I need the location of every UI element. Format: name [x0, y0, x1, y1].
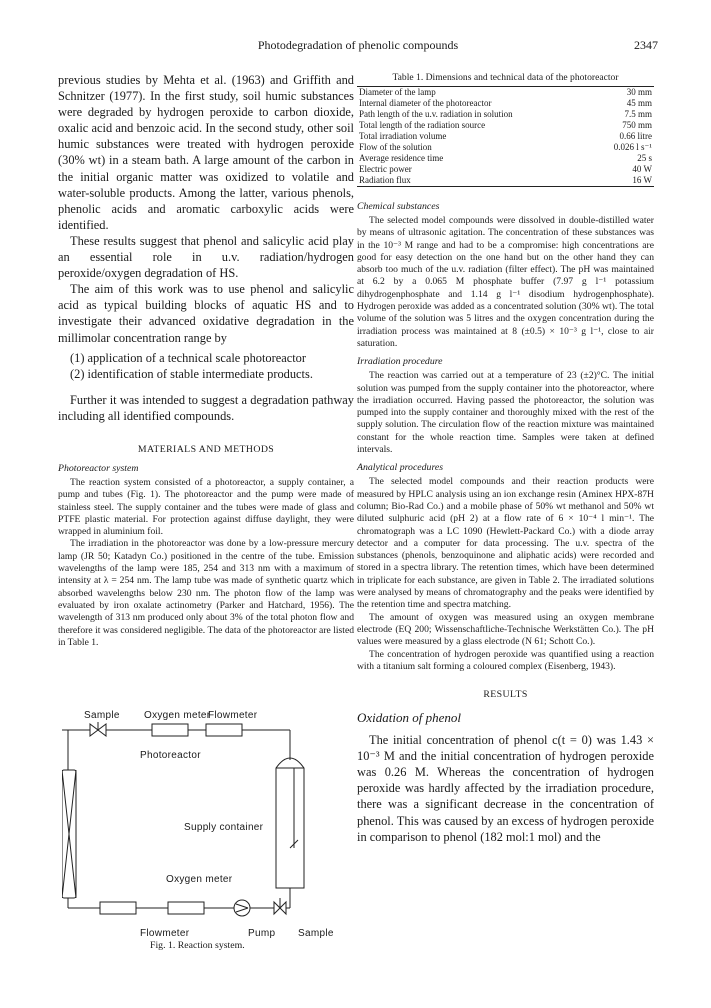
table-cell-value: 0.66 litre	[619, 131, 652, 141]
paragraph-irradiation: The irradiation in the photoreactor was done by a low-pressure mercury lamp (JR 50; Katadyn Co.) positioned in the centre of the tube. Emission wavelengths of the lamp were 185, 254 and 313 nm with a maximum of intensity at λ = 254 nm. The lamp tube was made of synthetic quartz which absorbed wavelengths below 230 nm. The photon flow of the lamp was evaluated by iron oxalate actinometry (Parker and Hatchard, 1956). The wavelength of 313 nm produced only about 3% of the total photon flow and therefore it was considered negligible. The data of the photoreactor are listed in Table 1.	[58, 538, 354, 648]
label-sample-bottom: Sample	[298, 928, 334, 939]
table-cell-value: 16 W	[591, 175, 654, 187]
aim-list-item-2: (2) identification of stable intermediate products.	[70, 366, 313, 381]
aim-list-item-1: (1) application of a technical scale photoreactor	[70, 350, 306, 365]
table-cell-parameter: Average residence time	[359, 153, 444, 163]
paragraph-chemical-substances: The selected model compounds were dissolved in double-distilled water by means of ultrasonic agitation. The concentration of these substances was in the 10⁻³ M range and had to be a compromise: high concentrations are good for easy detection on the one hand but on the other hand they can absorb too much of the u.v. radiation (filter effect). The pH was maintained at 6.2 by a 0.065 M phosphate buffer (7.97 g l⁻¹ potassium dihydrogenphosphate and 1.14 g l⁻¹ disodium hydrogenphosphate). Hydrogen peroxide was added as a concentrated solution (30% wt). The total volume of the solution was 5 litres and the oxygen concentration during the irradiation process was maintained at 8 (±0.5) × 10⁻³ g l⁻¹, close to air saturation.	[357, 215, 654, 349]
paragraph-analytical-oxygen: The amount of oxygen was measured using an oxygen membrane electrode (EQ 200; Wissenschaftliche-Technische Werkstätten Co.). The pH values were measured by a glass electrode (N 61; Schott Co.).	[357, 611, 654, 648]
paragraph-prior-studies: previous studies by Mehta et al. (1963) and Griffith and Schnitzer (1977). In the first study, soil humic substances were degraded by hydrogen peroxide to carbon dioxide, oxalic acid and benzoic acid. In the second study, other soil humic substances were treated with hydrogen peroxide (30% wt) in a steam bath. A large amount of the carbon in the initial organic matter was oxidized to volatile and water-soluble products. Among the latter, various phenols, phenolic acids and aromatic carboxylic acids were identified.	[58, 73, 354, 232]
table-cell-parameter: Electric power	[359, 164, 412, 174]
running-header	[58, 38, 658, 54]
paragraph-analytical-peroxide: The concentration of hydrogen peroxide was quantified using a reaction with a titanium salt forming a coloured complex (Eisenberg, 1943).	[357, 648, 654, 672]
table-row	[357, 175, 654, 187]
table-cell-value: 30 mm	[591, 87, 654, 99]
figure-caption: Fig. 1. Reaction system.	[150, 940, 245, 951]
materials-methods-heading: MATERIALS AND METHODS	[137, 443, 275, 455]
reaction-system-diagram	[62, 708, 342, 923]
label-photoreactor: Photoreactor	[140, 750, 201, 761]
left-column	[58, 72, 354, 649]
oxygen-meter-top-box	[152, 724, 188, 736]
table-cell-parameter: Total length of the radiation source	[359, 120, 486, 130]
table-cell-parameter: Path length of the u.v. radiation in solution	[359, 109, 513, 119]
table-cell-value: 45 mm	[626, 98, 652, 108]
label-supply-container: Supply container	[184, 822, 264, 833]
paragraph-oxidation-of-phenol: The initial concentration of phenol c(t = 0) was 1.43 × 10⁻³ M and the initial concentration of hydrogen peroxide was 0.26 M. Whereas the concentration of hydrogen peroxide was hardly affected by the irradiation procedure, there was a significant decrease in the concentration of phenol. This was caused by an excess of hydrogen peroxide in comparison to phenol (182 mol:1 mol) and the	[357, 733, 654, 844]
table-cell-parameter: Radiation flux	[357, 175, 591, 187]
label-flowmeter-bottom: Flowmeter	[140, 928, 190, 939]
table-cell-value: 7.5 mm	[624, 109, 652, 119]
table-cell-value: 25 s	[637, 153, 652, 163]
table-row	[357, 142, 654, 153]
results-heading: RESULTS	[483, 689, 528, 701]
flowmeter-top-box	[206, 724, 242, 736]
table-row	[357, 153, 654, 164]
table-cell-value: 0.026 l s⁻¹	[613, 142, 652, 152]
analytical-procedures-heading: Analytical procedures	[357, 462, 444, 474]
table-row	[357, 109, 654, 120]
label-sample-top: Sample	[84, 710, 120, 721]
paragraph-reaction-system: The reaction system consisted of a photoreactor, a supply container, a pump and tubes (Fig. 1). The photoreactor and the pump were made of stainless steel. The supply container and the tubes were made of glass and PTFE plastic material. For protection against diffuse daylight, they were wrapped in aluminium foil.	[58, 476, 354, 538]
paragraph-analytical-hplc: The selected model compounds and their reaction products were measured by HPLC analysis using an ion exchange resin (Aminex HPX-87H column; Bio-Rad Co.) and a mobile phase of 50% wt methanol and 50% wt diluted sulphuric acid (pH 2) at a flow rate of 6 × 10⁻⁴ l min⁻¹. The chromatograph was a LC 1090 (Hewlett-Packard Co.) with a diode array detector and a computer for data processing. The u.v. spectra of the substances (phenols, benzoquinone and aliphatic acids) were recorded and stored in a spectra library. The retention times, which have been determined in triplicate for each substance, are given in Table 2. The irradiated solutions were analysed by means of chromatography and the peaks were identified by the retention time and spectra matching.	[357, 476, 654, 611]
table-row	[357, 164, 654, 175]
paragraph-further: Further it was intended to suggest a degradation pathway including all identified compounds.	[58, 392, 354, 423]
right-column	[357, 72, 654, 845]
flowmeter-bottom-box	[100, 902, 136, 914]
paragraph-irradiation-procedure: The reaction was carried out at a temperature of 23 (±2)°C. The initial solution was pumped from the supply container into the photoreactor, where the irradiation occurred. Having passed the photoreactor, the solution was pumped into the supply container and thoroughly mixed with the rest of the supply solution. The circulation flow of the reaction mixture was maintained constant for the whole reaction time. Samples were taken at defined intervals.	[357, 370, 654, 456]
paragraph-aim: The aim of this work was to use phenol and salicylic acid as typical building blocks of aquatic HS and to investigate their advanced oxidative degradation in the millimolar concentration range by	[58, 282, 354, 345]
supply-container-vessel	[276, 758, 304, 888]
figure-reaction-system	[62, 708, 342, 951]
running-title: Photodegradation of phenolic compounds	[257, 38, 459, 52]
photoreactor-system-heading: Photoreactor system	[58, 462, 139, 474]
oxidation-of-phenol-heading: Oxidation of phenol	[357, 710, 461, 726]
table-cell-value: 40 W	[632, 164, 652, 174]
table-row	[357, 98, 654, 109]
table-cell-value: 750 mm	[622, 120, 652, 130]
oxygen-meter-bottom-box	[168, 902, 204, 914]
table-cell-parameter: Internal diameter of the photoreactor	[359, 98, 492, 108]
paragraph-results-suggest: These results suggest that phenol and salicylic acid play an essential role in u.v. radiation/hydrogen peroxide/oxygen degradation of HS.	[58, 233, 354, 281]
chemical-substances-heading: Chemical substances	[357, 201, 440, 212]
label-oxygen-meter-bottom: Oxygen meter	[166, 874, 233, 885]
table-cell-parameter: Flow of the solution	[359, 142, 432, 152]
page-number: 2347	[634, 38, 658, 52]
irradiation-procedure-heading: Irradiation procedure	[357, 356, 443, 368]
table-row	[357, 87, 654, 99]
table-caption: Table 1. Dimensions and technical data of the photoreactor	[392, 72, 619, 83]
label-flowmeter-top: Flowmeter	[208, 710, 258, 721]
label-oxygen-meter-top: Oxygen meter	[144, 710, 211, 721]
table-cell-parameter: Diameter of the lamp	[357, 87, 591, 99]
label-pump: Pump	[248, 928, 276, 939]
table-row	[357, 120, 654, 131]
table-photoreactor-data	[357, 86, 654, 187]
table-row	[357, 131, 654, 142]
table-cell-parameter: Total irradiation volume	[359, 131, 447, 141]
